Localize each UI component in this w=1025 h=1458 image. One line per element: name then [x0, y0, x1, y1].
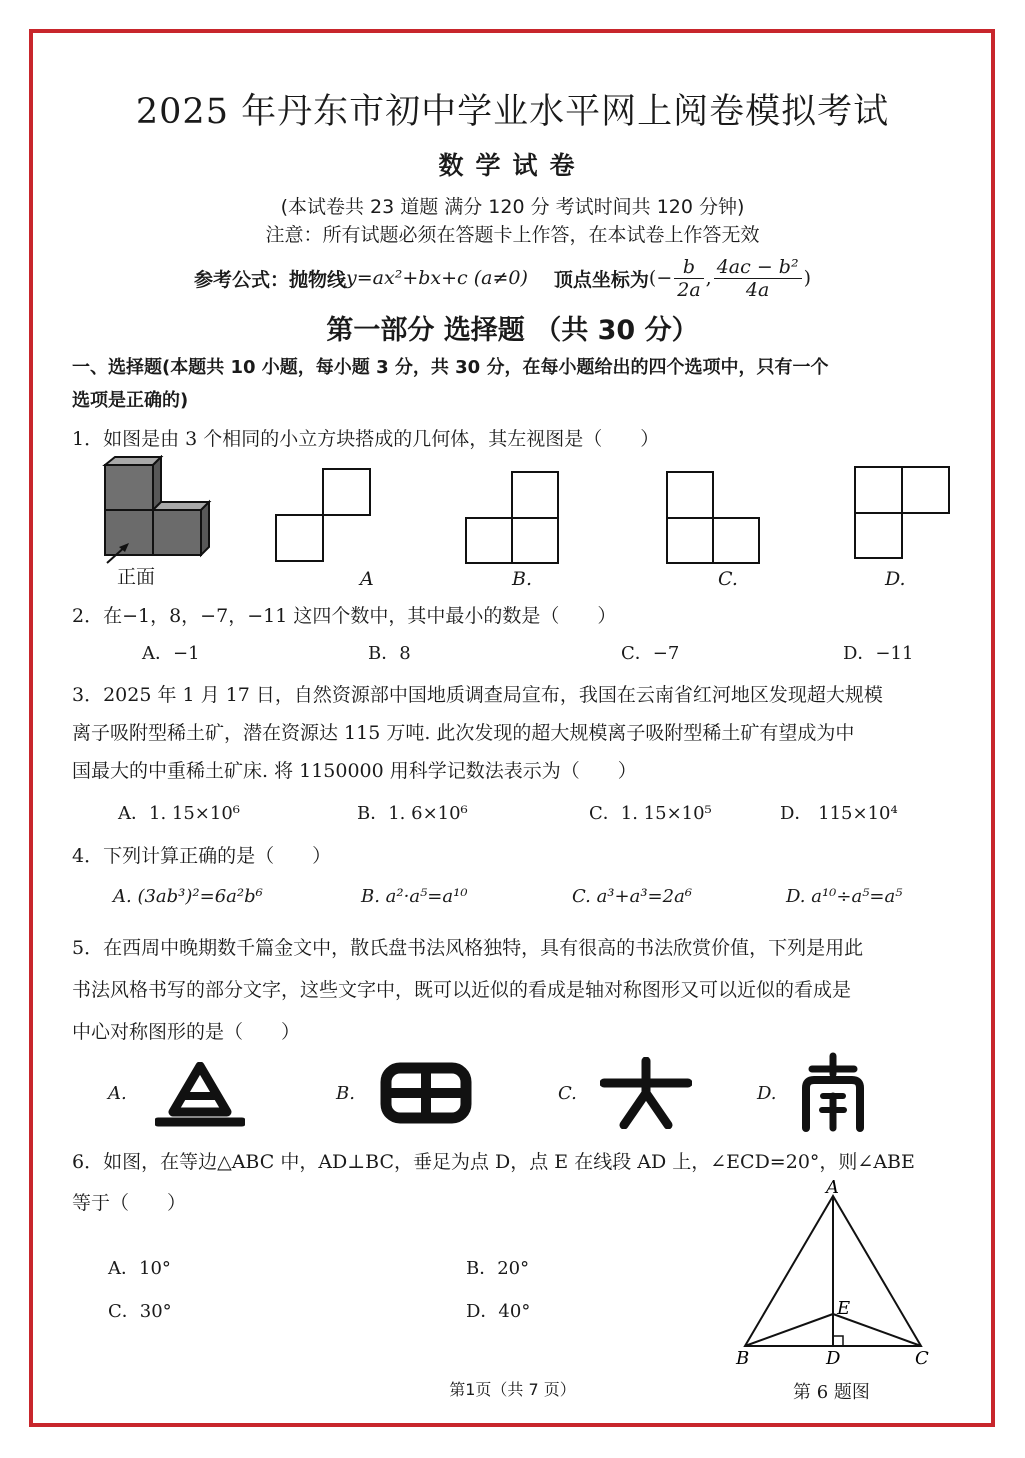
q1-option-b[interactable]: B. — [512, 568, 533, 590]
q1-option-c[interactable]: C. — [718, 568, 738, 590]
exam-subtitle: 数学试卷 — [438, 151, 587, 180]
q5-stem-2: 书法风格书写的部分文字，这些文字中，既可以近似的看成是轴对称图形又可以近似的看成是 — [72, 979, 852, 1001]
q3-option-d[interactable]: D． 115×10⁴ — [780, 803, 898, 824]
section-instruction-2: 选项是正确的) — [72, 390, 189, 411]
q3-option-a[interactable]: A．1. 15×10⁶ — [118, 803, 241, 824]
q1-front-label: 正面 — [117, 566, 156, 588]
q5-option-a[interactable]: A. — [108, 1083, 127, 1104]
q5-glyph-c — [600, 1057, 692, 1129]
q2-stem: 2．在−1，8，−7，−11 这四个数中，其中最小的数是（ ） — [72, 605, 617, 627]
q1-option-d-figure — [851, 463, 956, 563]
vertex-label: 顶点坐标为 — [553, 268, 649, 291]
q5-glyph-b — [380, 1062, 472, 1124]
formula-label: 参考公式：抛物线 — [194, 268, 347, 291]
exam-info: (本试卷共 23 道题 满分 120 分 考试时间共 120 分钟) — [280, 196, 745, 218]
q1-stem: 1．如图是由 3 个相同的小立方块搭成的几何体，其左视图是（ ） — [72, 428, 660, 450]
reference-formula: 参考公式：抛物线 y=ax²+bx+c (a≠0) 顶点坐标为 (− $\frac{b}{2a}$ , $\frac{\text{4ac − b²}}{4a}$ ) — [194, 255, 811, 301]
q5-option-c[interactable]: C. — [558, 1083, 577, 1104]
exam-notice: 注意：所有试题必须在答题卡上作答，在本试卷上作答无效 — [265, 224, 760, 246]
q5-glyph-a — [155, 1062, 245, 1128]
exam-title: 2025 年丹东市初中学业水平网上阅卷模拟考试 — [135, 92, 890, 132]
q3-stem-1: 3．2025 年 1 月 17 日，自然资源部中国地质调查局宣布，我国在云南省红河地区发现超大规模 — [72, 684, 883, 706]
q1-option-d[interactable]: D. — [885, 568, 906, 590]
q3-option-c[interactable]: C．1. 15×10⁵ — [589, 803, 712, 824]
q6-option-a[interactable]: A．10° — [108, 1258, 171, 1279]
q1-option-a[interactable]: A — [360, 568, 374, 590]
vertex-fraction-1: $\frac{b}{2a}$ — [674, 256, 703, 301]
q3-stem-2: 离子吸附型稀土矿，潜在资源达 115 万吨. 此次发现的超大规模离子吸附型稀土矿有望成为中 — [72, 722, 855, 744]
q1-solid-figure — [95, 455, 225, 590]
q2-option-d[interactable]: D．−11 — [843, 643, 914, 664]
q6-stem-2: 等于（ ） — [72, 1192, 187, 1214]
q6-label-b: B — [736, 1348, 750, 1369]
q1-option-c-figure — [663, 468, 763, 568]
q4-option-a[interactable]: A. (3ab³)²=6a²b⁶ — [113, 886, 263, 907]
q5-stem-3: 中心对称图形的是（ ） — [72, 1021, 301, 1043]
q3-option-b[interactable]: B．1. 6×10⁶ — [357, 803, 468, 824]
q5-option-b[interactable]: B. — [336, 1083, 355, 1104]
q4-option-b[interactable]: B. a²·a⁵=a¹⁰ — [361, 886, 468, 907]
q2-option-b[interactable]: B．8 — [368, 643, 411, 664]
vertex-fraction-2: $\frac{\text{4ac − b²}}{4a}$ — [714, 256, 802, 301]
q1-option-a-figure — [272, 465, 377, 565]
q5-option-d[interactable]: D. — [757, 1083, 777, 1104]
q3-stem-3: 国最大的中重稀土矿床. 将 1150000 用科学记数法表示为（ ） — [72, 760, 637, 782]
q6-triangle-figure — [730, 1176, 940, 1376]
q1-option-b-figure — [464, 468, 564, 568]
q4-option-d[interactable]: D. a¹⁰÷a⁵=a⁵ — [786, 886, 903, 907]
q6-label-d: D — [826, 1348, 841, 1369]
q6-option-d[interactable]: D．40° — [466, 1301, 531, 1322]
q6-option-b[interactable]: B．20° — [466, 1258, 530, 1279]
q6-label-c: C — [915, 1348, 929, 1369]
q2-option-c[interactable]: C．−7 — [621, 643, 680, 664]
q6-option-c[interactable]: C．30° — [108, 1301, 172, 1322]
q4-stem: 4．下列计算正确的是（ ） — [72, 845, 332, 867]
q6-label-a: A — [826, 1177, 839, 1198]
q6-figure-caption: 第 6 题图 — [793, 1382, 870, 1403]
formula-equation: y=ax²+bx+c (a≠0) — [346, 267, 528, 289]
q5-stem-1: 5．在西周中晚期数千篇金文中，散氏盘书法风格独特，具有很高的书法欣赏价值，下列是用此 — [72, 937, 864, 959]
q4-option-c[interactable]: C. a³+a³=2a⁶ — [572, 886, 693, 907]
q6-label-e: E — [837, 1298, 851, 1319]
page-number: 第1页（共 7 页） — [449, 1380, 576, 1399]
section-instruction-1: 一、选择题(本题共 10 小题，每小题 3 分，共 30 分，在每小题给出的四个选项中，只有一个 — [72, 357, 829, 378]
q6-stem-1: 6．如图，在等边△ABC 中，AD⊥BC，垂足为点 D，点 E 在线段 AD 上，∠ECD=20°，则∠ABE — [72, 1151, 915, 1173]
q5-glyph-d — [798, 1052, 868, 1132]
section-title: 第一部分 选择题 （共 30 分） — [326, 315, 699, 346]
q2-option-a[interactable]: A．−1 — [142, 643, 200, 664]
